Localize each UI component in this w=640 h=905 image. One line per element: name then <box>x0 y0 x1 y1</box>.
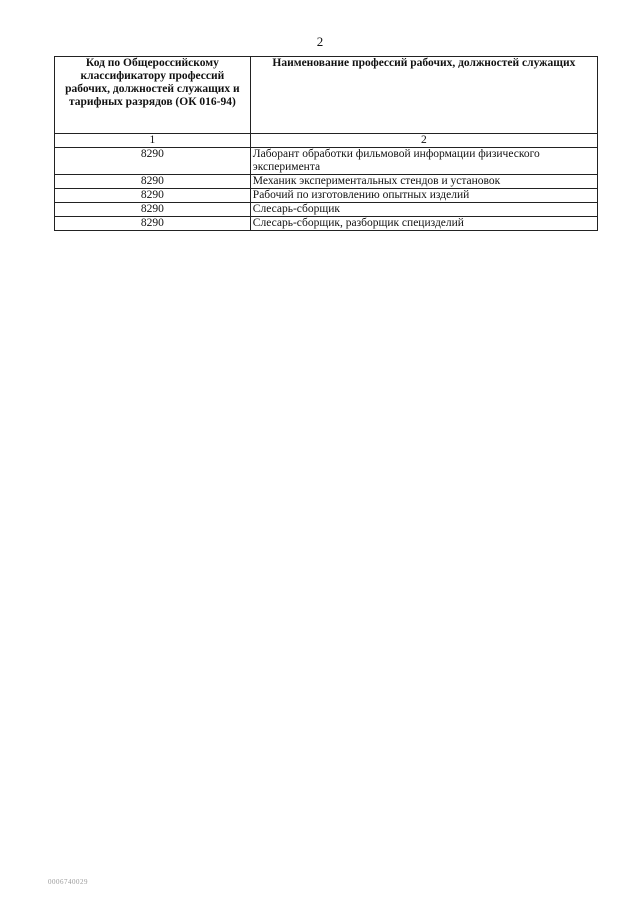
table-row <box>55 148 598 175</box>
profession-name: Слесарь-сборщик <box>250 203 597 217</box>
profession-name: Механик экспериментальных стендов и установок <box>250 175 597 189</box>
header-code-column: Код по Общероссийскому классификатору профессий рабочих, должностей служащих и тарифных разрядов (ОК 016-94) <box>55 57 251 134</box>
page-number: 2 <box>316 34 324 49</box>
column-number: 2 <box>250 134 597 148</box>
profession-name: Рабочий по изготовлению опытных изделий <box>250 189 597 203</box>
table-row <box>55 203 598 217</box>
profession-code: 8290 <box>55 175 251 189</box>
profession-code: 8290 <box>55 203 251 217</box>
profession-code: 8290 <box>55 217 251 231</box>
header-name-column: Наименование профессий рабочих, должностей служащих <box>250 57 597 134</box>
table-row <box>55 175 598 189</box>
profession-code: 8290 <box>55 148 251 175</box>
professions-table <box>54 56 598 231</box>
table-header-row <box>55 57 598 134</box>
table-row <box>55 189 598 203</box>
profession-code: 8290 <box>55 189 251 203</box>
column-number: 1 <box>55 134 251 148</box>
table-row <box>55 217 598 231</box>
profession-name: Лаборант обработки фильмовой информации физического эксперимента <box>250 148 597 175</box>
footer-document-mark: 0006740029 <box>48 878 88 886</box>
profession-name: Слесарь-сборщик, разборщик специзделий <box>250 217 597 231</box>
column-number-row <box>55 134 598 148</box>
